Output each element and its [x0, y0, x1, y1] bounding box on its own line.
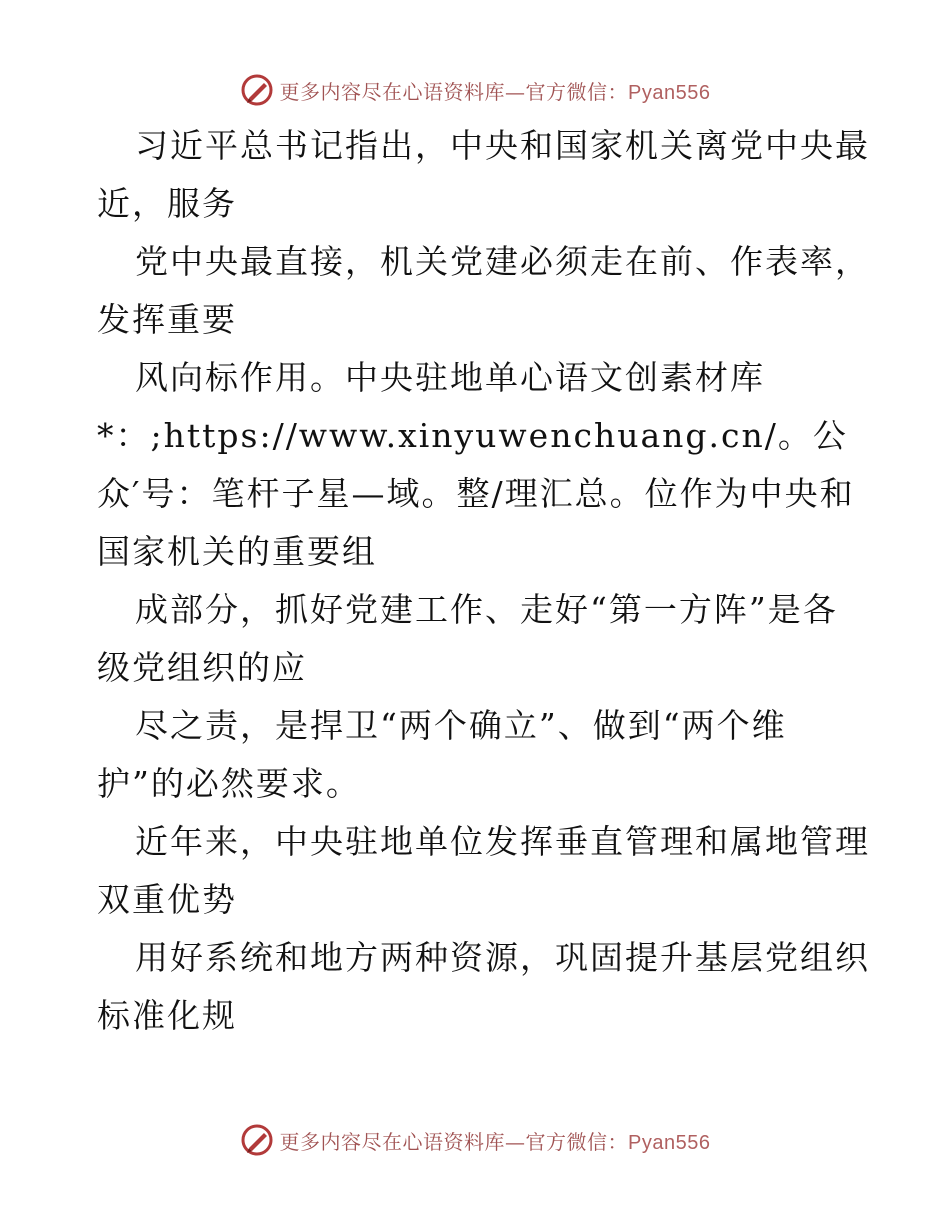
header-wechat-id: Pyan556 — [628, 81, 711, 104]
footer-banner — [0, 1120, 950, 1160]
body-line: 众′号：笔杆子星—域。整/理汇总。位作为中央和 — [97, 474, 855, 513]
body-line: 护”的必然要求。 — [97, 764, 361, 803]
header-banner — [0, 70, 950, 110]
body-line: 用好系统和地方两种资源，巩固提升基层党组织 — [135, 938, 870, 977]
body-line: 近年来，中央驻地单位发挥垂直管理和属地管理 — [135, 822, 870, 861]
pen-logo-icon — [240, 1123, 274, 1157]
footer-banner-text: 更多内容尽在心语资料库—官方微信：Pyan556 — [279, 1129, 711, 1154]
body-line: *：;https://www.xinyuwenchuang.cn/。公 — [97, 416, 848, 455]
body-line: 近，服务 — [97, 184, 237, 223]
document-body — [97, 117, 870, 1045]
body-line: 国家机关的重要组 — [97, 532, 377, 571]
pen-logo-icon — [240, 73, 274, 107]
header-banner-text: 更多内容尽在心语资料库—官方微信：Pyan556 — [279, 79, 711, 104]
body-line: 双重优势 — [97, 880, 237, 919]
body-line: 习近平总书记指出，中央和国家机关离党中央最 — [135, 126, 870, 165]
footer-wechat-id: Pyan556 — [628, 1131, 711, 1154]
body-line: 党中央最直接，机关党建必须走在前、作表率， — [135, 242, 870, 281]
body-line: 级党组织的应 — [97, 648, 307, 687]
body-line: 标准化规 — [97, 996, 237, 1035]
body-line: 尽之责，是捍卫“两个确立”、做到“两个维 — [135, 706, 787, 745]
body-line: 发挥重要 — [97, 300, 237, 339]
body-line: 风向标作用。中央驻地单心语文创素材库 — [135, 358, 765, 397]
body-line: 成部分，抓好党建工作、走好“第一方阵”是各 — [135, 590, 838, 629]
